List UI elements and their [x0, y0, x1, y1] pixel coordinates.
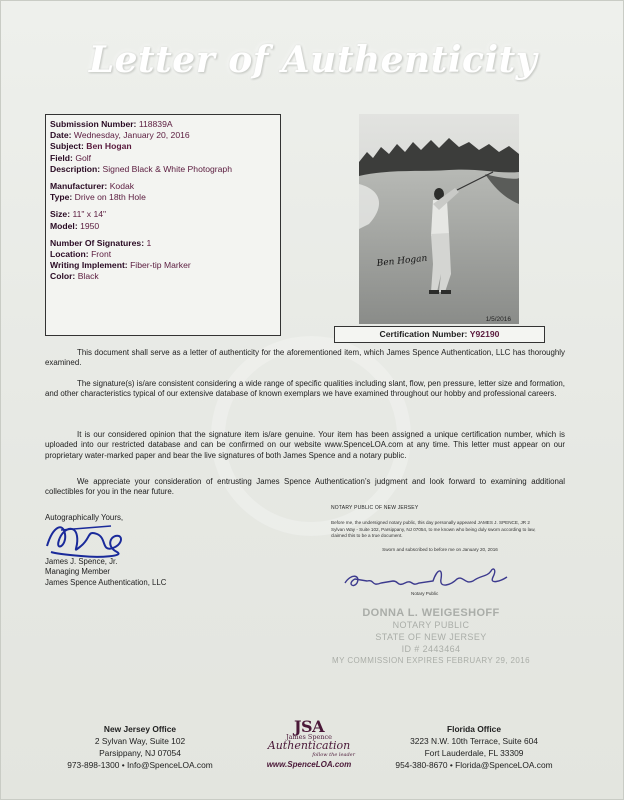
- detail-submission: Submission Number: 118839A: [50, 119, 173, 129]
- detail-type: Type: Drive on 18th Hole: [50, 192, 146, 203]
- detail-size: Size: 11" x 14": [50, 209, 107, 220]
- detail-description: Description: Signed Black & White Photograph: [50, 163, 232, 174]
- notary-statement: Before me, the undersigned notary public, this day personally appeared JAMES J. SPENCE, JR 2 Sylvan Way - Suite 102, Parsippany, NJ 07054, to me known who being duly sworn according to law, claimed this to be a true document.: [331, 520, 536, 538]
- signer-role: Managing Member: [45, 567, 111, 577]
- fl-office-heading: Florida Office: [447, 724, 501, 734]
- signer-block: [45, 557, 166, 588]
- notary-heading: NOTARY PUBLIC OF NEW JERSEY: [331, 505, 419, 511]
- stamp-id: ID # 2443464: [401, 644, 461, 654]
- notary-public-label: Notary Public: [411, 591, 439, 596]
- golfer-photo-image: [359, 114, 519, 324]
- nj-office-line2: Parsippany, NJ 07054: [99, 748, 181, 758]
- jsa-website-link[interactable]: www.SpenceLOA.com: [266, 760, 352, 769]
- signer-name: James J. Spence, Jr.: [45, 557, 118, 566]
- stamp-state: STATE OF NEW JERSEY: [375, 632, 487, 642]
- paragraph-2: The signature(s) is/are consistent considering a wide range of specific qualities including slant, flow, pen pressure, letter size and formation, and other characteristics typical of our extensive database of known exemplars we have examined throughout our hobby and professional careers.: [45, 379, 565, 399]
- fl-office: [389, 723, 559, 771]
- nj-office: [55, 723, 225, 771]
- notary-stamp: [331, 607, 531, 667]
- item-details-box: [45, 114, 281, 336]
- nj-office-heading: New Jersey Office: [103, 724, 177, 734]
- detail-date: Date: Wednesday, January 20, 2016: [50, 130, 190, 141]
- item-photo: [359, 114, 519, 324]
- nj-office-contact: 973-898-1300 • Info@SpenceLOA.com: [67, 760, 213, 770]
- signer-company: James Spence Authentication, LLC: [45, 577, 167, 587]
- detail-subject: Subject: Ben Hogan: [50, 141, 132, 152]
- page-title: Letter of Authenticity: [88, 39, 538, 81]
- jsa-logo-tagline: follow the leader: [312, 752, 355, 758]
- fl-office-contact: 954-380-8670 • Florida@SpenceLOA.com: [395, 760, 553, 770]
- detail-writing-implement: Writing Implement: Fiber-tip Marker: [50, 260, 191, 271]
- notary-signature: [341, 561, 531, 595]
- photo-date-stamp: 1/5/2016: [485, 316, 511, 323]
- detail-num-signatures: Number Of Signatures: 1: [50, 237, 152, 248]
- detail-field: Field: Golf: [50, 152, 92, 163]
- jsa-logo: [255, 717, 363, 769]
- detail-model: Model: 1950: [50, 220, 100, 231]
- notary-sworn-line: Sworn and subscribed to before me on January 20, 2016: [382, 547, 498, 552]
- paragraph-3: It is our considered opinion that the signature item is/are genuine. Your item has been assigned a unique certification number, which is uploaded into our restricted database and can be confirmed on our website www.SpenceLOA.com at any time. This letter must appear on our proprietary water-marked paper and bear the live signatures of both James Spence and a notary public.: [45, 430, 565, 460]
- jsa-logo-brand2: Authentication: [267, 739, 351, 752]
- closing-salutation: Autographically Yours,: [45, 513, 124, 522]
- nj-office-line1: 2 Sylvan Way, Suite 102: [94, 736, 186, 746]
- spence-signature: [41, 516, 131, 561]
- paragraph-4: We appreciate your consideration of entrusting James Spence Authentication’s judgment and look forward to examining additional collectibles for you in the near future.: [45, 477, 565, 497]
- stamp-title: NOTARY PUBLIC: [392, 620, 470, 630]
- stamp-name: DONNA L. WEIGESHOFF: [362, 607, 500, 619]
- certification-number-box: Certification Number: Y92190: [334, 326, 545, 343]
- fl-office-line2: Fort Lauderdale, FL 33309: [424, 748, 524, 758]
- detail-location: Location: Front: [50, 249, 112, 260]
- fl-office-line1: 3223 N.W. 10th Terrace, Suite 604: [410, 736, 538, 746]
- detail-manufacturer: Manufacturer: Kodak: [50, 181, 135, 192]
- jsa-logo-letters: JSA: [293, 717, 325, 736]
- jsa-logo-brand1: James Spence: [285, 733, 333, 741]
- photo-signature: Ben Hogan: [376, 253, 428, 269]
- stamp-expiry: MY COMMISSION EXPIRES FEBRUARY 29, 2016: [332, 656, 530, 665]
- paragraph-1: This document shall serve as a letter of authenticity for the aforementioned item, which James Spence Authentication, LLC has thoroughly examined.: [45, 348, 565, 368]
- detail-color: Color: Black: [50, 271, 99, 282]
